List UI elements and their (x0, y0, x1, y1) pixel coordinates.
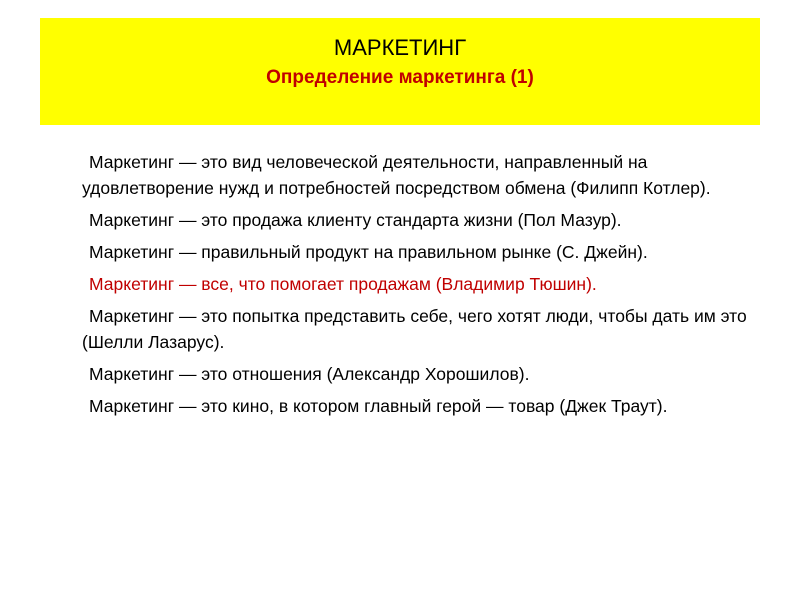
definition-paragraph: Маркетинг — это кино, в котором главный герой — товар (Джек Траут). (89, 396, 668, 416)
definition-paragraph-highlighted: Маркетинг — все, что помогает продажам (Владимир Тюшин). (89, 274, 597, 294)
definitions-list (82, 149, 762, 425)
slide-subtitle: Определение маркетинга (1) (266, 67, 534, 88)
definition-paragraph: Маркетинг — это вид человеческой деятельности, направленный на удовлетворение нужд и потребностей посредством обмена (Филипп Котлер). (82, 152, 711, 198)
definition-paragraph: Маркетинг — правильный продукт на правильном рынке (С. Джейн). (89, 242, 648, 262)
definition-paragraph: Маркетинг — это продажа клиенту стандарта жизни (Пол Мазур). (89, 210, 622, 230)
definition-paragraph: Маркетинг — это попытка представить себе, чего хотят люди, чтобы дать им это (Шелли Лазарус). (82, 306, 747, 352)
title-banner (40, 18, 760, 125)
slide-title: МАРКЕТИНГ (333, 35, 467, 60)
definition-paragraph: Маркетинг — это отношения (Александр Хорошилов). (89, 364, 530, 384)
